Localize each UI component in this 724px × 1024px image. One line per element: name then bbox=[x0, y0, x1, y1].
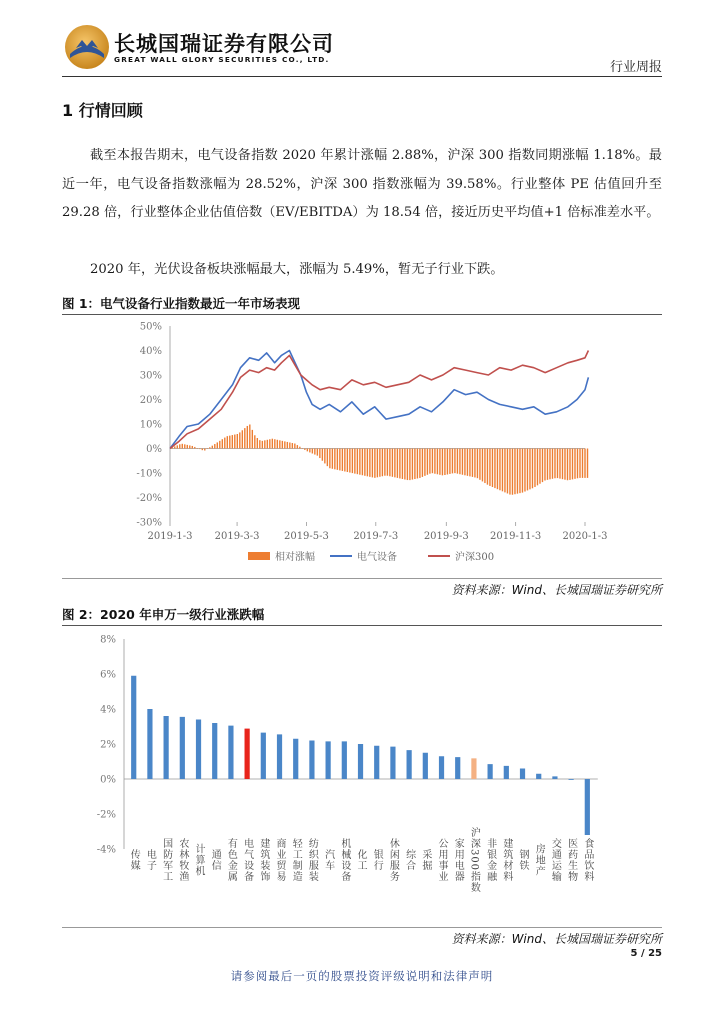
relative-change-bar bbox=[579, 449, 580, 478]
relative-change-bar bbox=[537, 449, 538, 486]
relative-change-bar bbox=[544, 449, 545, 481]
category-label: 交通运输 bbox=[549, 838, 561, 882]
x-tick-label: 2019-7-3 bbox=[353, 531, 399, 542]
category-label: 银行 bbox=[371, 849, 383, 871]
relative-change-bar bbox=[389, 449, 390, 477]
paragraph-subsector: 2020 年，光伏设备板块涨幅最大，涨幅为 5.49%，暂无子行业下跌。 bbox=[90, 262, 504, 277]
page-number: 5 / 25 bbox=[630, 948, 662, 959]
category-label: 沪深300指数 bbox=[468, 826, 480, 894]
category-label: 家用电器 bbox=[452, 838, 464, 882]
relative-change-bar bbox=[347, 449, 348, 473]
relative-change-bar bbox=[344, 449, 345, 472]
company-name-en: GREAT WALL GLORY SECURITIES CO., LTD. bbox=[114, 55, 330, 64]
y-tick-label: 4% bbox=[100, 704, 116, 716]
relative-change-bar bbox=[249, 424, 250, 448]
relative-change-bar bbox=[369, 449, 370, 477]
relative-change-bar bbox=[327, 449, 328, 467]
relative-change-bar bbox=[262, 441, 263, 449]
category-label: 医药生物 bbox=[565, 838, 577, 882]
relative-change-bar bbox=[402, 449, 403, 479]
relative-change-bar bbox=[524, 449, 525, 492]
paragraph-market-review: 截至本报告期末，电气设备指数 2020 年累计涨幅 2.88%，沪深 300 指数同期涨幅 1.18%。最近一年，电气设备指数涨幅为 28.52%，沪深 300 指数涨幅为 39.58%。行业整体 PE 估值回升至 29.28 倍，行业整体企业估值倍数（EV/EBITDA）为 18.54 倍，接近历史平均值+1 倍标准差水平。 bbox=[62, 148, 662, 220]
category-label: 电气设备 bbox=[241, 838, 253, 882]
industry-bar bbox=[455, 757, 460, 779]
relative-change-bar bbox=[234, 435, 235, 449]
category-label: 国防军工 bbox=[160, 838, 172, 882]
relative-change-bar bbox=[244, 428, 245, 448]
relative-change-bar bbox=[457, 449, 458, 474]
relative-change-bar bbox=[547, 449, 548, 480]
relative-change-bar bbox=[549, 449, 550, 480]
relative-change-bar bbox=[294, 444, 295, 449]
relative-change-bar bbox=[374, 449, 375, 478]
relative-change-bar bbox=[452, 449, 453, 474]
industry-bar bbox=[147, 709, 152, 779]
industry-bar bbox=[164, 716, 169, 779]
figure2-bottom-rule bbox=[62, 927, 662, 928]
relative-change-bar bbox=[482, 449, 483, 482]
company-logo bbox=[64, 24, 364, 72]
relative-change-bar bbox=[522, 449, 523, 493]
x-tick-label: 2019-11-3 bbox=[489, 531, 542, 542]
section-title: 1 行情回顾 bbox=[62, 101, 143, 120]
relative-change-bar bbox=[297, 445, 298, 448]
legend-label: 电气设备 bbox=[357, 552, 397, 563]
relative-change-bar bbox=[227, 436, 228, 448]
industry-bar bbox=[569, 779, 574, 780]
industry-bar bbox=[261, 733, 266, 779]
relative-change-bar bbox=[304, 449, 305, 450]
relative-change-bar bbox=[564, 449, 565, 480]
relative-change-bar bbox=[184, 444, 185, 448]
relative-change-bar bbox=[364, 449, 365, 476]
relative-change-bar bbox=[582, 449, 583, 478]
relative-change-bar bbox=[174, 446, 175, 448]
relative-change-bar bbox=[532, 449, 533, 489]
relative-change-bar bbox=[397, 449, 398, 478]
y-tick-label: 30% bbox=[139, 370, 162, 382]
y-tick-label: -10% bbox=[136, 468, 162, 480]
relative-change-bar bbox=[502, 449, 503, 492]
relative-change-bar bbox=[264, 440, 265, 448]
relative-change-bar bbox=[247, 426, 248, 449]
category-label: 计算机 bbox=[193, 843, 205, 877]
relative-change-bar bbox=[222, 439, 223, 448]
y-tick-label: -30% bbox=[136, 517, 162, 529]
relative-change-bar bbox=[252, 430, 253, 449]
relative-change-bar bbox=[534, 449, 535, 487]
relative-change-bar bbox=[574, 449, 575, 479]
industry-bar bbox=[245, 729, 250, 779]
relative-change-bar bbox=[354, 449, 355, 474]
relative-change-bar bbox=[277, 440, 278, 449]
category-label: 机械设备 bbox=[338, 838, 350, 882]
industry-bar bbox=[196, 720, 201, 780]
relative-change-bar bbox=[379, 449, 380, 477]
relative-change-bar bbox=[442, 449, 443, 476]
relative-change-bar bbox=[519, 449, 520, 494]
relative-change-bar bbox=[567, 449, 568, 481]
relative-change-bar bbox=[299, 447, 300, 449]
category-label: 建筑材料 bbox=[500, 838, 512, 882]
relative-change-bar bbox=[542, 449, 543, 483]
y-tick-label: 0% bbox=[100, 774, 116, 786]
relative-change-bar bbox=[562, 449, 563, 480]
relative-change-bar bbox=[387, 449, 388, 476]
relative-change-bar bbox=[237, 434, 238, 449]
relative-change-bar bbox=[444, 449, 445, 476]
figure1-bottom-rule bbox=[62, 578, 662, 579]
category-label: 休闲服务 bbox=[387, 838, 399, 882]
y-tick-label: 6% bbox=[100, 669, 116, 681]
relative-change-bar bbox=[187, 445, 188, 449]
relative-change-bar bbox=[427, 449, 428, 475]
relative-change-bar bbox=[419, 449, 420, 478]
relative-change-bar bbox=[584, 449, 585, 478]
category-label: 采掘 bbox=[419, 849, 431, 871]
relative-change-bar bbox=[339, 449, 340, 471]
industry-bar bbox=[374, 746, 379, 779]
industry-bar bbox=[520, 769, 525, 780]
relative-change-bar bbox=[342, 449, 343, 471]
relative-change-bar bbox=[382, 449, 383, 477]
x-tick-label: 2019-1-3 bbox=[147, 531, 193, 542]
relative-change-bar bbox=[454, 449, 455, 474]
relative-change-bar bbox=[412, 449, 413, 480]
relative-change-bar bbox=[367, 449, 368, 477]
category-label: 通信 bbox=[209, 849, 221, 871]
relative-change-bar bbox=[204, 449, 205, 451]
relative-change-bar bbox=[259, 440, 260, 448]
series-line-csi300 bbox=[170, 351, 588, 449]
industry-bar bbox=[439, 756, 444, 779]
relative-change-bar bbox=[217, 442, 218, 448]
relative-change-bar bbox=[469, 449, 470, 477]
relative-change-bar bbox=[497, 449, 498, 490]
industry-bar bbox=[552, 776, 557, 779]
category-label: 非银金融 bbox=[484, 838, 496, 882]
relative-change-bar bbox=[429, 449, 430, 474]
relative-change-bar bbox=[377, 449, 378, 478]
relative-change-bar bbox=[459, 449, 460, 475]
relative-change-bar bbox=[539, 449, 540, 484]
figure2-bar-chart bbox=[0, 625, 724, 927]
y-tick-label: 2% bbox=[100, 739, 116, 751]
industry-bar bbox=[471, 758, 476, 779]
y-tick-label: -20% bbox=[136, 493, 162, 504]
relative-change-bar bbox=[279, 440, 280, 448]
relative-change-bar bbox=[359, 449, 360, 475]
category-label: 传媒 bbox=[128, 849, 140, 871]
y-tick-label: -4% bbox=[96, 844, 116, 856]
category-label: 建筑装饰 bbox=[257, 838, 269, 882]
industry-bar bbox=[536, 774, 541, 779]
relative-change-bar bbox=[284, 441, 285, 448]
y-tick-label: 10% bbox=[139, 419, 162, 431]
relative-change-bar bbox=[472, 449, 473, 477]
relative-change-bar bbox=[422, 449, 423, 477]
relative-change-bar bbox=[572, 449, 573, 480]
category-label: 轻工制造 bbox=[290, 838, 302, 882]
relative-change-bar bbox=[302, 448, 303, 449]
relative-change-bar bbox=[362, 449, 363, 476]
relative-change-bar bbox=[494, 449, 495, 489]
category-label: 农林牧渔 bbox=[176, 838, 188, 882]
relative-change-bar bbox=[559, 449, 560, 479]
relative-change-bar bbox=[449, 449, 450, 474]
relative-change-bar bbox=[352, 449, 353, 474]
relative-change-bar bbox=[504, 449, 505, 493]
relative-change-bar bbox=[432, 449, 433, 474]
relative-change-bar bbox=[179, 444, 180, 448]
relative-change-bar bbox=[307, 449, 308, 452]
category-label: 房地产 bbox=[533, 843, 545, 877]
industry-bar bbox=[407, 750, 412, 779]
x-tick-label: 2019-5-3 bbox=[283, 531, 329, 542]
industry-bar bbox=[585, 779, 590, 835]
industry-bar bbox=[326, 741, 331, 779]
relative-change-bar bbox=[309, 449, 310, 453]
relative-change-bar bbox=[484, 449, 485, 484]
relative-change-bar bbox=[214, 444, 215, 448]
figure2-title: 图 2：2020 年申万一级行业涨跌幅 bbox=[62, 607, 265, 622]
relative-change-bar bbox=[399, 449, 400, 479]
relative-change-bar bbox=[212, 446, 213, 449]
relative-change-bar bbox=[447, 449, 448, 475]
relative-change-bar bbox=[587, 449, 588, 478]
industry-bar bbox=[423, 753, 428, 779]
legend-label: 相对涨幅 bbox=[275, 552, 315, 563]
industry-bar bbox=[293, 739, 298, 779]
relative-change-bar bbox=[557, 449, 558, 479]
category-label: 纺织服装 bbox=[306, 838, 318, 882]
relative-change-bar bbox=[207, 449, 208, 450]
figure1-source: 资料来源：Wind、长城国瑞证券研究所 bbox=[451, 583, 662, 597]
relative-change-bar bbox=[492, 449, 493, 488]
relative-change-bar bbox=[554, 449, 555, 479]
report-type: 行业周报 bbox=[609, 60, 662, 75]
figure2-source: 资料来源：Wind、长城国瑞证券研究所 bbox=[451, 932, 662, 946]
legend-swatch-bar bbox=[248, 552, 270, 560]
category-label: 钢铁 bbox=[517, 849, 529, 871]
relative-change-bar bbox=[372, 449, 373, 478]
industry-bar bbox=[504, 766, 509, 779]
relative-change-bar bbox=[384, 449, 385, 476]
relative-change-bar bbox=[489, 449, 490, 486]
relative-change-bar bbox=[477, 449, 478, 479]
relative-change-bar bbox=[514, 449, 515, 495]
category-label: 汽车 bbox=[322, 849, 334, 871]
relative-change-bar bbox=[487, 449, 488, 485]
industry-bar bbox=[309, 741, 314, 780]
relative-change-bar bbox=[209, 447, 210, 448]
relative-change-bar bbox=[332, 449, 333, 469]
relative-change-bar bbox=[357, 449, 358, 475]
industry-bar bbox=[390, 747, 395, 779]
relative-change-bar bbox=[292, 443, 293, 448]
category-label: 公用事业 bbox=[436, 838, 448, 882]
header-divider bbox=[62, 76, 662, 77]
relative-change-bar bbox=[517, 449, 518, 494]
relative-change-bar bbox=[529, 449, 530, 490]
footer-disclaimer: 请参阅最后一页的股票投资评级说明和法律声明 bbox=[230, 969, 494, 983]
relative-change-bar bbox=[404, 449, 405, 480]
relative-change-bar bbox=[289, 442, 290, 448]
company-name-cn: 长城国瑞证券有限公司 bbox=[114, 32, 334, 56]
relative-change-bar bbox=[232, 435, 233, 448]
relative-change-bar bbox=[239, 432, 240, 448]
x-tick-label: 2020-1-3 bbox=[562, 531, 608, 542]
relative-change-bar bbox=[242, 430, 243, 448]
relative-change-bar bbox=[197, 448, 198, 449]
relative-change-bar bbox=[512, 449, 513, 495]
industry-bar bbox=[342, 741, 347, 779]
relative-change-bar bbox=[202, 449, 203, 451]
relative-change-bar bbox=[254, 435, 255, 448]
industry-bar bbox=[358, 744, 363, 779]
relative-change-bar bbox=[287, 442, 288, 449]
relative-change-bar bbox=[434, 449, 435, 474]
relative-change-bar bbox=[439, 449, 440, 475]
relative-change-bar bbox=[322, 449, 323, 461]
category-label: 综合 bbox=[403, 849, 415, 871]
y-tick-label: 20% bbox=[139, 395, 162, 406]
x-tick-label: 2019-3-3 bbox=[214, 531, 260, 542]
relative-change-bar bbox=[319, 449, 320, 459]
category-label: 商业贸易 bbox=[274, 838, 286, 882]
relative-change-bar bbox=[199, 449, 200, 450]
industry-bar bbox=[212, 723, 217, 779]
relative-change-bar bbox=[269, 439, 270, 448]
industry-bar bbox=[277, 734, 282, 779]
figure1-line-chart bbox=[0, 314, 724, 580]
relative-change-bar bbox=[324, 449, 325, 464]
category-label: 化工 bbox=[355, 849, 367, 871]
relative-change-bar bbox=[577, 449, 578, 479]
relative-change-bar bbox=[424, 449, 425, 476]
legend-label: 沪深300 bbox=[455, 552, 495, 563]
relative-change-bar bbox=[509, 449, 510, 495]
industry-bar bbox=[131, 676, 136, 779]
relative-change-bar bbox=[394, 449, 395, 478]
category-label: 电子 bbox=[144, 849, 156, 871]
x-tick-label: 2019-9-3 bbox=[423, 531, 469, 542]
relative-change-bar bbox=[507, 449, 508, 494]
industry-bar bbox=[488, 764, 493, 779]
relative-change-bar bbox=[282, 441, 283, 449]
y-tick-label: 40% bbox=[139, 346, 162, 357]
relative-change-bar bbox=[274, 439, 275, 448]
relative-change-bar bbox=[337, 449, 338, 470]
relative-change-bar bbox=[192, 446, 193, 449]
relative-change-bar bbox=[177, 445, 178, 448]
relative-change-bar bbox=[527, 449, 528, 491]
relative-change-bar bbox=[392, 449, 393, 477]
y-tick-label: 0% bbox=[146, 444, 162, 455]
y-tick-label: 50% bbox=[139, 321, 162, 333]
y-tick-label: -2% bbox=[96, 809, 116, 821]
category-label: 有色金属 bbox=[225, 838, 237, 882]
relative-change-bar bbox=[314, 449, 315, 455]
relative-change-bar bbox=[317, 449, 318, 456]
relative-change-bar bbox=[349, 449, 350, 473]
industry-bar bbox=[180, 717, 185, 779]
relative-change-bar bbox=[474, 449, 475, 478]
relative-change-bar bbox=[257, 438, 258, 448]
company-emblem-icon bbox=[64, 24, 110, 70]
relative-change-bar bbox=[409, 449, 410, 481]
relative-change-bar bbox=[417, 449, 418, 479]
relative-change-bar bbox=[312, 449, 313, 454]
relative-change-bar bbox=[407, 449, 408, 481]
relative-change-bar bbox=[414, 449, 415, 480]
figure1-title: 图 1：电气设备行业指数最近一年市场表现 bbox=[62, 296, 301, 311]
relative-change-bar bbox=[219, 441, 220, 449]
relative-change-bar bbox=[464, 449, 465, 476]
relative-change-bar bbox=[467, 449, 468, 476]
relative-change-bar bbox=[182, 444, 183, 449]
relative-change-bar bbox=[224, 438, 225, 449]
relative-change-bar bbox=[479, 449, 480, 480]
relative-change-bar bbox=[189, 445, 190, 448]
relative-change-bar bbox=[229, 436, 230, 449]
category-label: 食品饮料 bbox=[581, 838, 593, 882]
relative-change-bar bbox=[334, 449, 335, 470]
relative-change-bar bbox=[267, 440, 268, 449]
relative-change-bar bbox=[552, 449, 553, 479]
relative-change-bar bbox=[194, 447, 195, 449]
relative-change-bar bbox=[329, 449, 330, 469]
relative-change-bar bbox=[462, 449, 463, 475]
relative-change-bar bbox=[499, 449, 500, 491]
industry-bar bbox=[228, 726, 233, 779]
relative-change-bar bbox=[569, 449, 570, 480]
relative-change-bar bbox=[437, 449, 438, 475]
y-tick-label: 8% bbox=[100, 634, 116, 646]
relative-change-bar bbox=[272, 439, 273, 449]
